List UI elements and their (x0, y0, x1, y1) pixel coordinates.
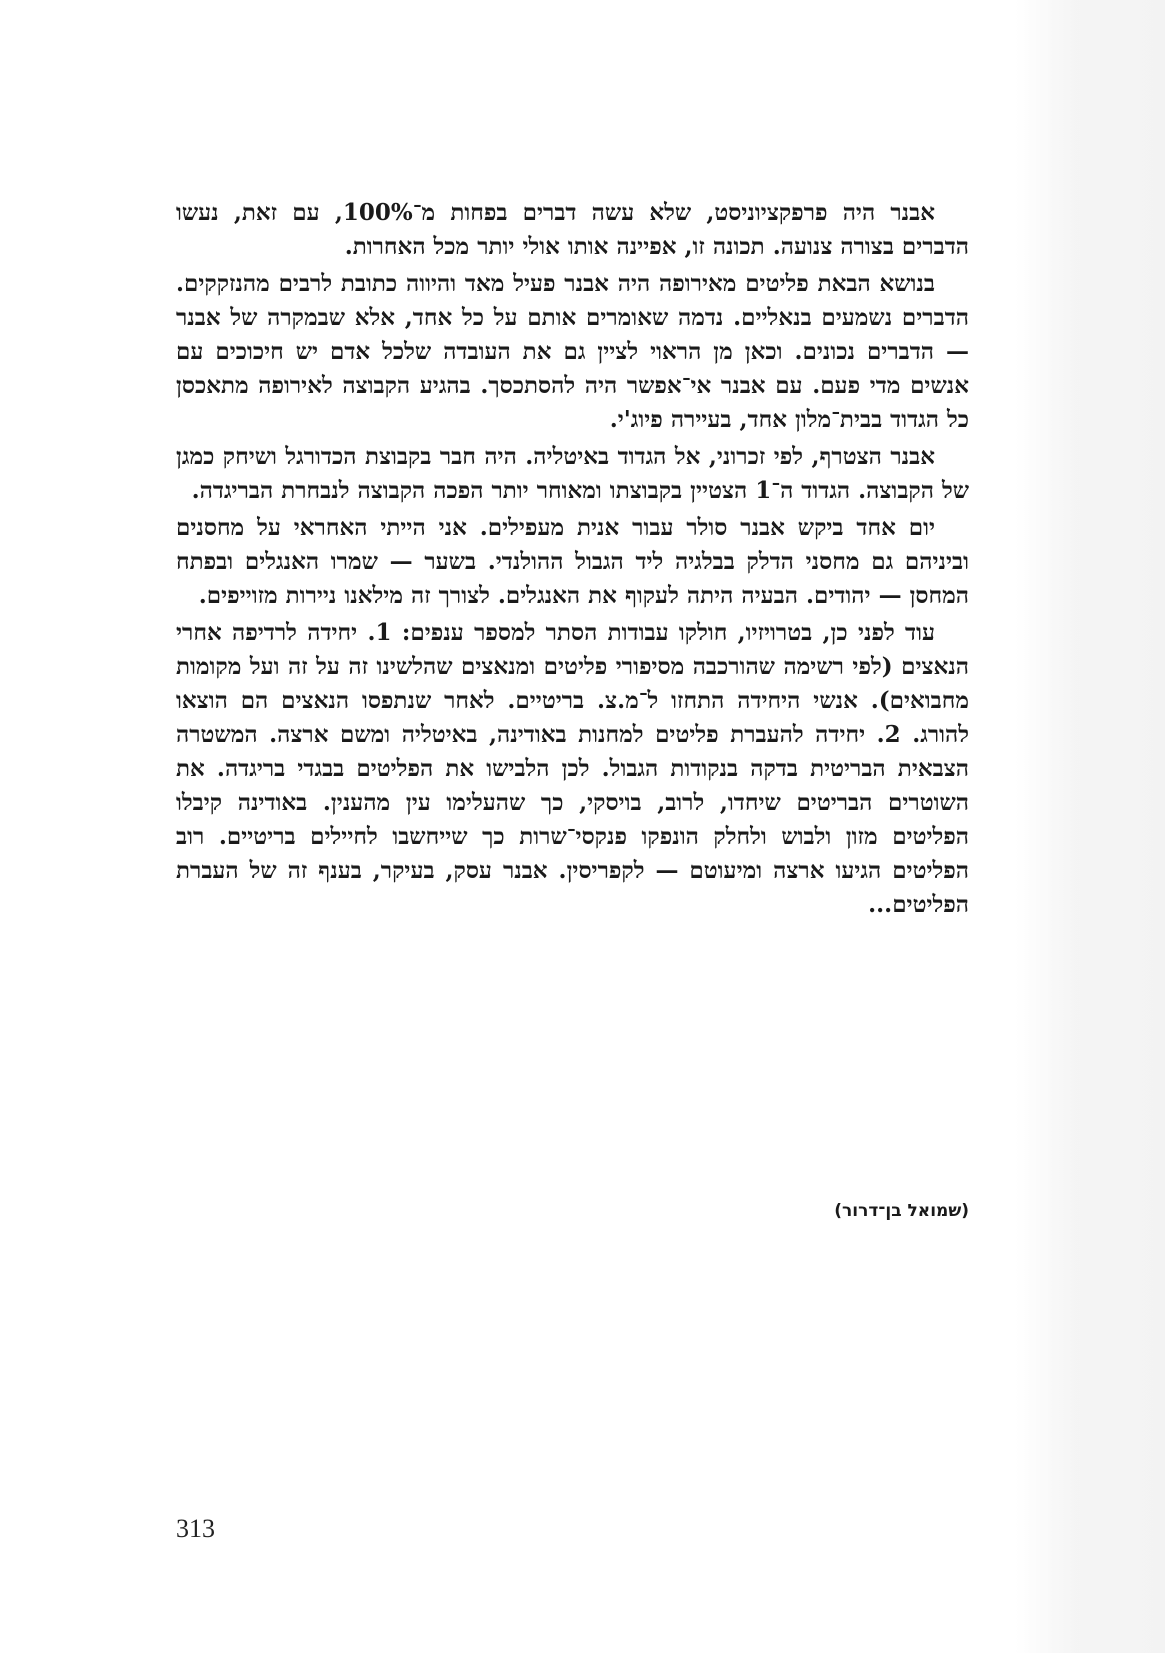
paragraph-5: עוד לפני כן, בטרויזיו, חולקו עבודות הסתר למספר ענפים: 1. יחידה לרדיפה אחרי הנאצים (לפי רשימה שהורכבה מסיפורי פליטים ומנאצים שהלשינו זה על זה ועל מקומות מחבואים). אנשי היחידה התחזו ל־מ.צ. בריטיים. לאחר שנתפסו הנאצים הם הוצאו להורג. 2. יחידה להעברת פליטים למחנות באודינה, באיטליה ומשם ארצה. המשטרה הצבאית הבריטית בדקה בנקודות הגבול. לכן הלבישו את הפליטים בבגדי בריגדה. את השוטרים הבריטים שיחדו, לרוב, בויסקי, כך שהעלימו עין מהענין. באודינה קיבלו הפליטים מזון ולבוש ולחלק הונפקו פנקסי־שרות כך שייחשבו לחיילים בריטיים. רוב הפליטים הגיעו ארצה ומיעוטם — לקפריסין. אבנר עסק, בעיקר, בענף זה של העברת הפליטים... (176, 619, 970, 918)
page-number: 313 (176, 1514, 215, 1543)
paragraph-2: בנושא הבאת פליטים מאירופה היה אבנר פעיל מאד והיווה כתובת לרבים מהנזקקים. הדברים נשמעים בנאליים. נדמה שאומרים אותם על כל אחד, אלא שבמקרה של אבנר — הדברים נכונים. וכאן מן הראוי לציין גם את העובדה שלכל אדם יש חיכוכים עם אנשים מדי פעם. עם אבנר אי־אפשר היה להסתכסך. בהגיע הקבוצה לאירופה מתאכסן כל הגדוד בבית־מלון אחד, בעיירה פיוג'י. (176, 270, 969, 433)
author-signature: (שמואל בן־דרור) (834, 1201, 969, 1221)
page-body (176, 196, 969, 925)
paragraph-1: אבנר היה פרפקציוניסט, שלא עשה דברים בפחות מ־100%, עם זאת, נעשו הדברים בצורה צנועה. תכונה זו, אפיינה אותו אולי יותר מכל האחרות. (176, 199, 969, 260)
scan-edge-shadow (1015, 0, 1165, 1653)
paragraph-4: יום אחד ביקש אבנר סולר עבור אנית מעפילים. אני הייתי האחראי על מחסנים וביניהם גם מחסני הדלק בבלגיה ליד הגבול ההולנדי. בשער — שמרו האנגלים ובפתח המחסן — יהודים. הבעיה היתה לעקוף את האנגלים. לצורך זה מילאנו ניירות מזוייפים. (176, 514, 969, 609)
paragraph-3: אבנר הצטרף, לפי זכרוני, אל הגדוד באיטליה. היה חבר בקבוצת הכדורגל ושיחק כמגן של הקבוצה. הגדוד ה־1 הצטיין בקבוצתו ומאוחר יותר הפכה הקבוצה לנבחרת הבריגדה. (176, 443, 969, 504)
